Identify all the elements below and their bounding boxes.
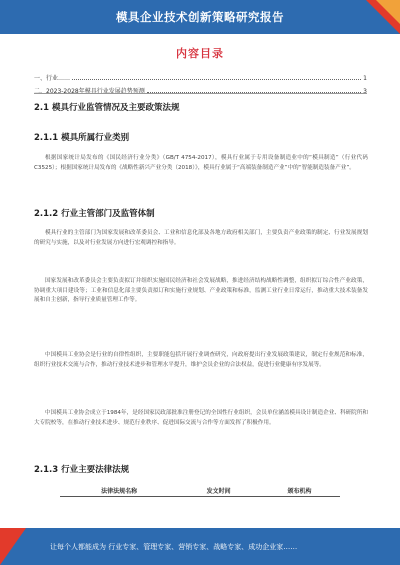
toc-leader-dots bbox=[72, 79, 361, 80]
table-header-cell: 颁布机构 bbox=[259, 484, 340, 497]
report-title: 模具企业技术创新策略研究报告 bbox=[116, 10, 284, 24]
footer-arrow-decoration bbox=[0, 528, 26, 565]
paragraph: 中国模具工业协会是行业的自律性组织，主要职能包括开展行业调查研究，向政府提出行业发展政策建议，制定行业规范和标准，组织行业技术交流与合作，推动行业技术进步和管理水平提升，维护会员企业的合法权益，促进行业健康有序发展等。 bbox=[34, 352, 368, 368]
footer-slogan: 让每个人都能成为 行业专家、管理专家、营销专家、战略专家、成功企业家…… bbox=[50, 543, 298, 551]
subsection-heading: 2.1.2 行业主管部门及监管体制 bbox=[34, 209, 155, 219]
section-heading: 2.1 模具行业监管情况及主要政策法规 bbox=[34, 103, 180, 113]
subsection-heading: 2.1.1 模具所属行业类别 bbox=[34, 133, 130, 143]
regulations-table bbox=[60, 484, 340, 497]
paragraph: 根据国家统计局发布的《国民经济行业分类》（GB/T 4754-2017），模具行业属于专用设备制造业中的“模具制造”（行业代码C3525）；根据国家统计局发布的《战略性新兴产业分类（2018）》，模具行业属于“高端装备制造产业”中的“智能制造装备产业”。 bbox=[34, 155, 368, 171]
table-header-cell: 法律法规名称 bbox=[60, 484, 178, 497]
toc-entry-page: 1 bbox=[363, 75, 367, 82]
toc-entry-label: 二、2023-2028年模具行业发展趋势预测 bbox=[34, 88, 145, 95]
paragraph: 国家发展和改革委员会主要负责拟订并组织实施国民经济和社会发展战略，推进经济结构战略性调整，组织拟订综合性产业政策，协调重大项目建设等；工业和信息化部主要负责拟订和实施行业规划、产业政策和标准，监测工业行业日常运行，推动重大技术装备发展和自主创新，指导行业质量管理工作等。 bbox=[34, 278, 368, 304]
subsection-heading: 2.1.3 行业主要法律法规 bbox=[34, 465, 130, 475]
table-header-cell: 发文时间 bbox=[178, 484, 259, 497]
toc-entry-label: 一、行业…… bbox=[34, 75, 71, 82]
toc-entry-page: 3 bbox=[363, 88, 367, 95]
toc-title: 内容目录 bbox=[176, 47, 224, 60]
paragraph: 中国模具工业协会成立于1984年，是经国家民政部批准注册登记的全国性行业组织，会员单位涵盖模具设计制造企业、科研院所和大专院校等，在推动行业技术进步、规范行业秩序、促进国际交流与合作等方面发挥了积极作用。 bbox=[34, 410, 368, 426]
toc-entry[interactable] bbox=[34, 73, 367, 82]
paragraph: 模具行业的主管部门为国家发展和改革委员会、工业和信息化部及各地方政府相关部门，主要负责产业政策的制定、行业发展规划的研究与实施，以及对行业发展方向进行宏观调控和指导。 bbox=[34, 230, 368, 246]
table-header-row bbox=[60, 484, 340, 497]
toc-divider bbox=[34, 93, 367, 94]
